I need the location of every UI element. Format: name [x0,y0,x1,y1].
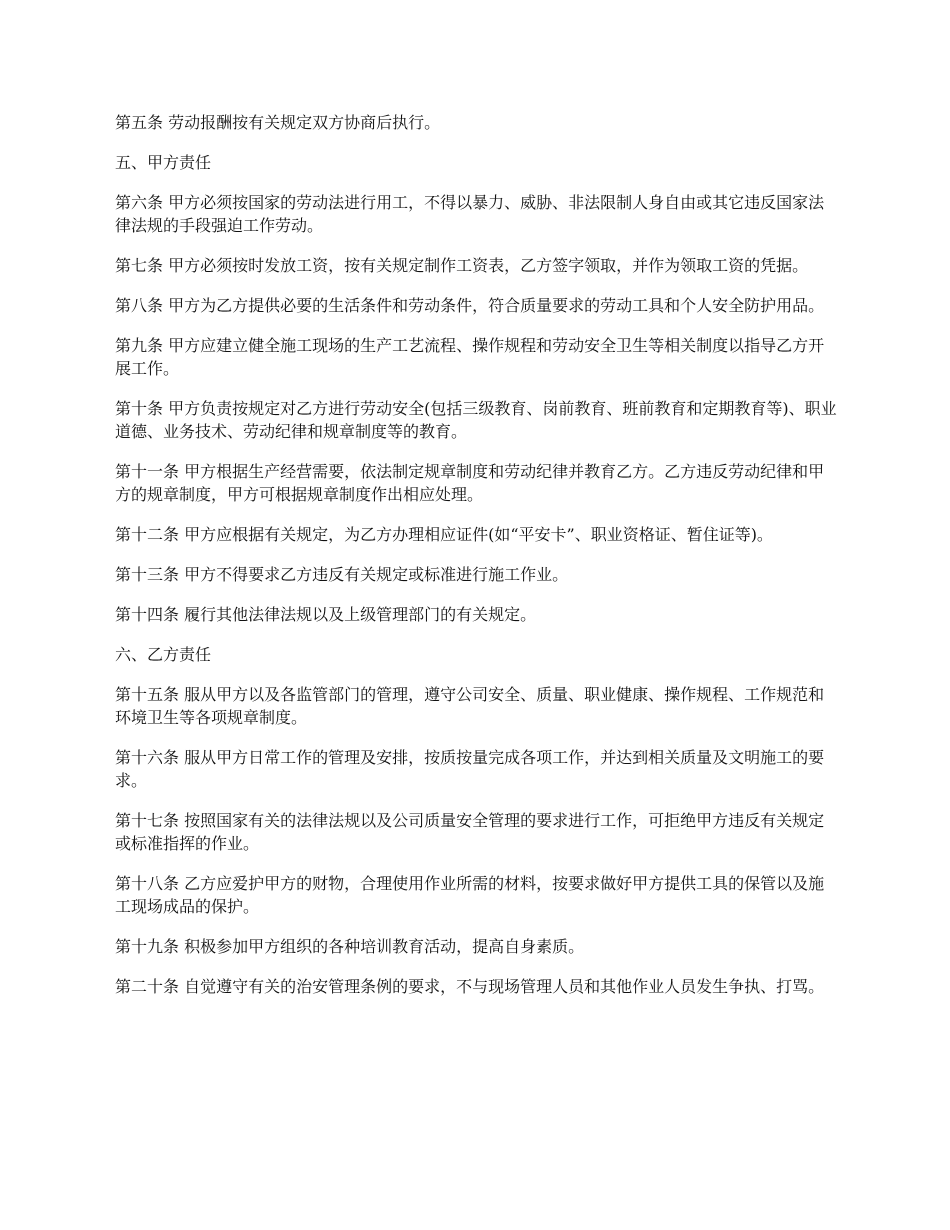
article-5: 第五条 劳动报酬按有关规定双方协商后执行。 [115,113,441,132]
section-heading-party-a: 五、甲方责任 [115,153,212,172]
section-heading-party-b: 六、乙方责任 [115,645,212,664]
article-18: 第十八条 乙方应爱护甲方的财物，合理使用作业所需的材料，按要求做好甲方提供工具的保管以及施工现场成品的保护。 [115,874,825,916]
article-8: 第八条 甲方为乙方提供必要的生活条件和劳动条件，符合质量要求的劳动工具和个人安全防护用品。 [115,296,825,315]
article-15: 第十五条 服从甲方以及各监管部门的管理，遵守公司安全、质量、职业健康、操作规程、工作规范和环境卫生等各项规章制度。 [115,685,825,727]
article-6: 第六条 甲方必须按国家的劳动法进行用工，不得以暴力、威胁、非法限制人身自由或其它违反国家法律法规的手段强迫工作劳动。 [115,193,825,235]
article-11: 第十一条 甲方根据生产经营需要，依法制定规章制度和劳动纪律并教育乙方。乙方违反劳动纪律和甲方的规章制度，甲方可根据规章制度作出相应处理。 [115,462,825,504]
document-body [115,111,840,1015]
article-10: 第十条 甲方负责按规定对乙方进行劳动安全(包括三级教育、岗前教育、班前教育和定期教育等)、职业道德、业务技术、劳动纪律和规章制度等的教育。 [115,399,837,441]
article-17: 第十七条 按照国家有关的法律法规以及公司质量安全管理的要求进行工作，可拒绝甲方违反有关规定或标准指挥的作业。 [115,811,825,853]
article-20: 第二十条 自觉遵守有关的治安管理条例的要求，不与现场管理人员和其他作业人员发生争执、打骂。 [115,977,825,996]
article-16: 第十六条 服从甲方日常工作的管理及安排，按质按量完成各项工作，并达到相关质量及文明施工的要求。 [115,748,825,790]
article-7: 第七条 甲方必须按时发放工资，按有关规定制作工资表，乙方签字领取，并作为领取工资的凭据。 [115,256,809,275]
article-9: 第九条 甲方应建立健全施工现场的生产工艺流程、操作规程和劳动安全卫生等相关制度以指导乙方开展工作。 [115,336,825,378]
article-12: 第十二条 甲方应根据有关规定，为乙方办理相应证件(如“平安卡”、职业资格证、暂住证等)。 [115,525,773,544]
article-13: 第十三条 甲方不得要求乙方违反有关规定或标准进行施工作业。 [115,565,569,584]
article-14: 第十四条 履行其他法律法规以及上级管理部门的有关规定。 [115,605,537,624]
article-19: 第十九条 积极参加甲方组织的各种培训教育活动，提高自身素质。 [115,937,585,956]
